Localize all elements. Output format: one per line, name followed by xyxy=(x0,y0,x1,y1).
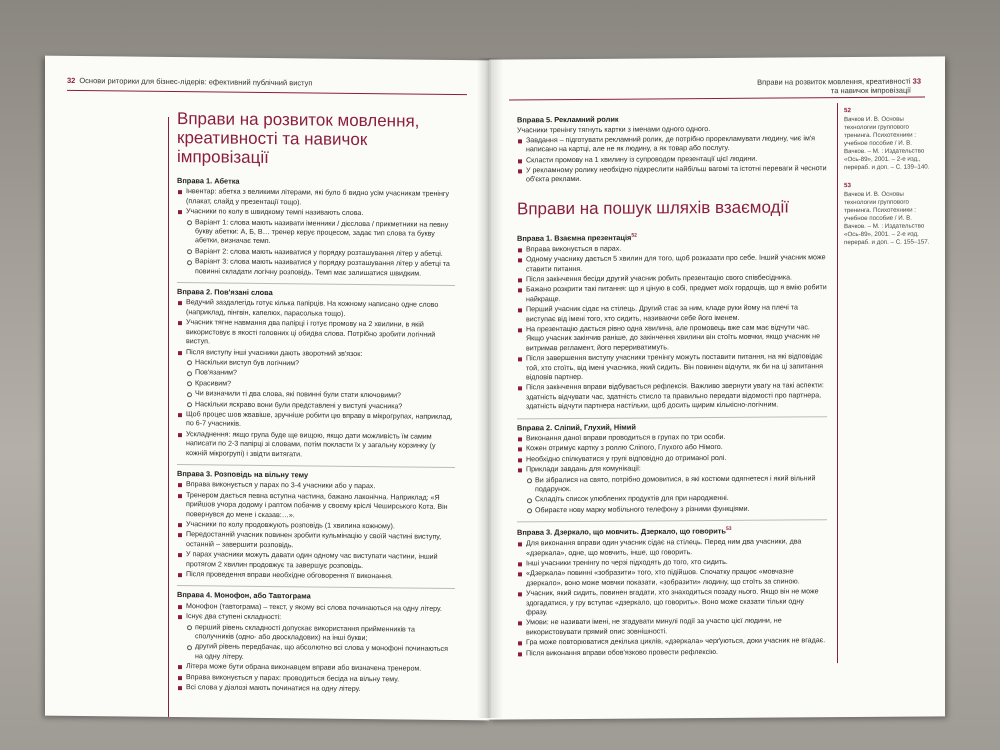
list-item: Умови: не називати імені, не згадувати минулі події за участю цієї людини, не використовувати прямий опис зовнішності. xyxy=(517,617,827,638)
sub-list-item: Варіант 3: слова мають називатися у порядку розташування літер у абетці та повинні складати логічну розповідь. Темп має залишатися швидким. xyxy=(177,257,455,279)
book-spread xyxy=(45,58,945,718)
exercise-title-text: Вправа 1. Взаємна презентація xyxy=(517,232,632,243)
list-item: Одному учаснику дається 5 хвилин для того, щоб розказати про себе. Інший учасник може ставити питання. xyxy=(517,253,827,274)
list-item: Кожен отримує картку з роллю Сліпого, Глухого або Німого. xyxy=(517,443,827,455)
list-item: Перший учасник сідає на стілець. Другий стає за ним, кладе руки йому на плечі та виступає від імені того, хто сидить, називаючи себе його іменем. xyxy=(517,303,827,324)
footnote-ref: 52 xyxy=(631,232,637,239)
left-page-content xyxy=(177,109,455,696)
right-exercise-list xyxy=(517,230,827,658)
right-page xyxy=(489,56,945,719)
list-item: У парах учасники можуть давати один одному час виступати частини, інший протягом 2 хвилин продовжує та завершує розповідь. xyxy=(177,550,455,572)
list-item: Інші учасники тренінгу по черзі підходять до того, хто сидить. xyxy=(517,557,827,569)
exercise-items xyxy=(177,480,455,582)
exercise-divider xyxy=(517,520,827,523)
list-item: Літера може бути обрана виконавцем вправи або визначена тренером. xyxy=(177,662,455,674)
list-item: Ведучий заздалегідь готує кілька папірців. На кожному написано одне слово (наприклад, пінгвін, капелюх, парасолька тощо). xyxy=(177,299,455,321)
exercise-items xyxy=(517,125,827,186)
exercise-title xyxy=(517,113,827,125)
sub-list-item: Чи визначили ті два слова, які повинні були стати ключовими? xyxy=(177,389,455,401)
sub-list-item: Наскільки виступ був логічним? xyxy=(177,358,455,370)
footnote xyxy=(844,181,934,247)
list-item: Скласти промову на 1 хвилину із супроводом презентації цієї людини. xyxy=(517,154,827,166)
exercise-title-text: Вправа 3. Дзеркало, що мовчить. Дзеркало, що говорить xyxy=(517,526,726,538)
sub-list-item: другий рівень передбачає, що абсолютно всі слова у монофоні починаються на одну літеру. xyxy=(177,643,455,665)
exercise-title xyxy=(517,230,827,243)
sub-list-item: Наскільки яскраво вони були представлені у виступі учасника? xyxy=(177,400,455,412)
list-item: Вправа виконується в парах. xyxy=(517,243,827,255)
right-running-head-line2: та навичок імпровізації xyxy=(830,85,911,96)
exercise-title xyxy=(177,287,455,299)
list-item: Після проведення вправи необхідне обговорення її виконання. xyxy=(177,570,455,582)
section-title: Вправи на пошук шляхів взаємодії xyxy=(517,197,789,219)
list-item: У рекламному ролику необхідно підкреслити найбільш вагомі та істотні переваги й чесноти об'єкта реклами. xyxy=(517,164,827,185)
list-item: Для виконання вправи один учасник сідає на стілець. Перед ним два учасники, два «дзеркала», одне, що мовчить, інше, що говорить. xyxy=(517,537,827,558)
list-item: Після виступу інші учасники дають зворотний зв'язок: xyxy=(177,348,455,360)
list-item: Після завершення виступу учасники тренінгу можуть поставити питання, на які відповідає той, хто стоїть, від імені учасника, який сидить. Він повинен відчути, як би на ці запитання відповів партнер. xyxy=(517,352,827,382)
list-item: Виконання даної вправи проводиться в групах по три особи. xyxy=(517,432,827,444)
footnote-number: 52 xyxy=(844,107,851,115)
exercise-block xyxy=(517,520,827,659)
exercise-items xyxy=(177,187,455,279)
left-page-header xyxy=(67,76,313,88)
list-item: Інвентар: абетка з великими літерами, які було б видно усім учасникам тренінгу (плакат, слайд у презентації тощо). xyxy=(177,187,455,209)
list-item: Учасники по колу продовжують розповідь (1 хвилина кожному). xyxy=(177,520,455,532)
right-page-content xyxy=(517,107,827,659)
list-item: Ускладнення: якщо група буде ще вищою, якщо дати можливість їм самим написати по 2-3 папірці зі словами, потім покласти їх у загальну корзинку (у кожній мікрогрупі) і звідти витягати. xyxy=(177,430,455,461)
sub-list-item: Варіант 2: слова мають називатися у порядку розташування літер у абетці. xyxy=(177,247,455,259)
right-page-header xyxy=(757,77,925,96)
right-running-head-line1: Вправи на розвиток мовлення, креативності xyxy=(757,76,911,87)
list-item: Після закінчення бесіди другий учасник робить презентацію свого співбесідника. xyxy=(517,273,827,285)
exercise-title xyxy=(517,421,827,433)
footnotes xyxy=(844,106,934,257)
left-exercise-list xyxy=(177,176,455,695)
sub-list-item: Складіть список улюблених продуктів для при народженні. xyxy=(517,494,827,506)
left-page-number: 32 xyxy=(67,75,76,85)
list-item: Вправа виконується у парах по 3-4 учасники або у парах. xyxy=(177,480,455,492)
exercise-block xyxy=(177,585,455,695)
list-item: Передостанній учасник повинен зробити кульмінацію у своїй частині виступу, останній – завершити розповідь. xyxy=(177,530,455,552)
sub-list-item: Пов'язаним? xyxy=(177,368,455,380)
exercise-title xyxy=(517,525,827,538)
footnote xyxy=(844,106,934,172)
list-item: Учасники тренінгу тягнуть картки з іменами одного одного. xyxy=(517,125,711,135)
exercise-block xyxy=(177,176,455,279)
exercise-title-text: Вправа 2. Пов'язані слова xyxy=(177,287,273,298)
exercise-divider xyxy=(517,416,827,419)
list-item: Щоб процес шов жвавіше, зручніше робити цю вправу в мікрогрупах, наприклад, по 6-7 учасників. xyxy=(177,410,455,432)
list-item: Завдання – підготувати рекламний ролик, де потрібно прорекламувати людину, чиє ім'я написано на картці, але не як людину, а як товар або послугу. xyxy=(517,134,827,155)
exercise-5-block xyxy=(517,113,827,185)
left-running-head: Основи риторики для бізнес-лідерів: ефективний публічний виступ xyxy=(79,76,313,88)
exercise-items xyxy=(517,432,827,515)
exercise-divider xyxy=(177,464,455,468)
sub-list-item: Обираєте нову марку мобільного телефону з різними функціями. xyxy=(517,504,827,516)
list-item: Гра може повторюватися декілька циклів, «дзеркала» черґуються, доки учасник не вгадає. xyxy=(517,636,827,648)
sub-list-item: перший рівень складності допускає використання прийменників та сполучників (одно- або двоскладових) на інші букви; xyxy=(177,623,455,645)
exercise-block xyxy=(517,230,827,412)
exercise-title xyxy=(177,176,455,188)
footnote-text: Вачков И. В. Основы технологии группового тренинга. Психотехники : учебное пособие / И. В. Вачков. – М. : Издательство «Ось-89», 2001. – 2-е изд., перераб. и доп. – С. 139–140. xyxy=(844,115,930,172)
list-item: «Дзеркала» повинні «зобразити» того, хто підійшов. Спочатку працює «мовчазне дзеркало», воно може мовчки показати, «зобразити» людину, що стоїть за спиною. xyxy=(517,568,827,589)
exercise-items xyxy=(517,537,827,658)
list-item: Всі слова у діалозі мають починатися на одну літеру. xyxy=(177,683,455,695)
exercise-block xyxy=(177,282,455,461)
list-item: Учасник тягне навмання два папірці і готує промову на 2 хвилини, в якій використовує в якості головних ці обидва слова. Потрібно зробити логічний виступ. xyxy=(177,318,455,349)
exercise-block xyxy=(517,113,827,185)
exercise-title-text: Вправа 1. Абетка xyxy=(177,176,240,186)
exercise-title-text: Вправа 5. Рекламний ролик xyxy=(517,114,619,125)
exercise-title-text: Вправа 2. Сліпий, Глухий, Німий xyxy=(517,422,636,433)
exercise-items xyxy=(177,602,455,696)
footnote-number: 53 xyxy=(844,182,851,190)
list-item: Тренером дається певна вступна частина, бажано лаконічна. Наприклад: «Я прийшов учора додому і раптом побачив у своєму кріслі Чеширського Кота. Він повернувся до мене і сказав:…». xyxy=(177,491,455,522)
exercise-divider xyxy=(177,585,455,589)
exercise-title xyxy=(177,590,455,602)
list-item: Бажано розкрити такі питання: що я ціную в собі, предмет моїх гордощів, що я вмію робити найкраще. xyxy=(517,284,827,305)
list-item: Приклади завдань для комунікації: xyxy=(517,463,827,475)
sub-list-item: Красивим? xyxy=(177,379,455,391)
list-item: Необхідно спілкуватися у групі відповідно до отриманої ролі. xyxy=(517,453,827,465)
list-item: Існує два ступені складності: xyxy=(177,612,455,624)
exercise-divider xyxy=(177,282,455,286)
exercise-block xyxy=(177,464,455,582)
list-item: Учасник, який сидить, повинен вгадати, хто знаходиться позаду нього. Якщо він не може здогадатися, у гру вступає «дзеркало, що говорить». Воно може сказати тільки одну фразу. xyxy=(517,587,827,617)
footnote-text: Вачков И. В. Основы технологии группового тренинга. Психотехники : учебное пособие / И. В. Вачков. – М. : Издательство «Ось-89», 2001. – 2-е изд. перераб. и доп. – С. 155–157. xyxy=(844,190,930,247)
list-item: На презентацію дається рівно одна хвилина, але промовець вже сам має відчути час. Якщо учасник закінчив раніше, до закінчення хвилини він стоїть мовчки, якщо учасник не витримав регламент, його перериватимуть. xyxy=(517,323,827,353)
exercise-items xyxy=(517,243,827,412)
sub-list-item: Ви зібралися на свято, потрібно домовитися, в які костюми одягнетеся і який вільний подарунок. xyxy=(517,474,827,495)
right-page-number: 33 xyxy=(912,76,921,86)
exercise-items xyxy=(177,299,455,461)
left-page-title: Вправи на розвиток мовлення, креативності та навичок імпровізації xyxy=(177,109,420,168)
exercise-block xyxy=(517,416,827,516)
footnote-ref: 53 xyxy=(725,526,732,533)
left-margin-line xyxy=(168,117,169,717)
list-item: Учасники по колу в швидкому темпі називають слова. xyxy=(177,207,455,219)
left-page xyxy=(45,56,489,721)
exercise-title xyxy=(177,469,455,481)
exercise-title-text: Вправа 3. Розповідь на вільну тему xyxy=(177,469,309,480)
list-item: Вправа виконується у парах: проводиться бесіда на вільну тему. xyxy=(177,673,455,685)
list-item: Після виконання вправи обов'язково провести рефлексію. xyxy=(517,647,827,659)
left-header-rule xyxy=(67,90,467,95)
list-item: Після закінчення вправи відбувається рефлексія. Важливо звернути увагу на такі аспекти: здатність відчувати час, здатність стисло та правильно передати відомості про партнера, здатність відчути партнера настільки, щоб досить щирим кількісно-логічним. xyxy=(517,382,827,412)
right-notes-divider xyxy=(837,103,838,663)
right-header-rule xyxy=(509,97,925,101)
exercise-title-text: Вправа 4. Монофон, або Тавтограма xyxy=(177,590,311,601)
list-item: Монофон (тавтограма) – текст, у якому всі слова починаються на одну літеру. xyxy=(177,602,455,614)
sub-list-item: Варіант 1: слова мають називати іменники / дієслова / прикметники на певну букву абетки: А, Б, В… тренер керує процесом, задає тип слова та букву абетки, визначає темп. xyxy=(177,218,455,249)
